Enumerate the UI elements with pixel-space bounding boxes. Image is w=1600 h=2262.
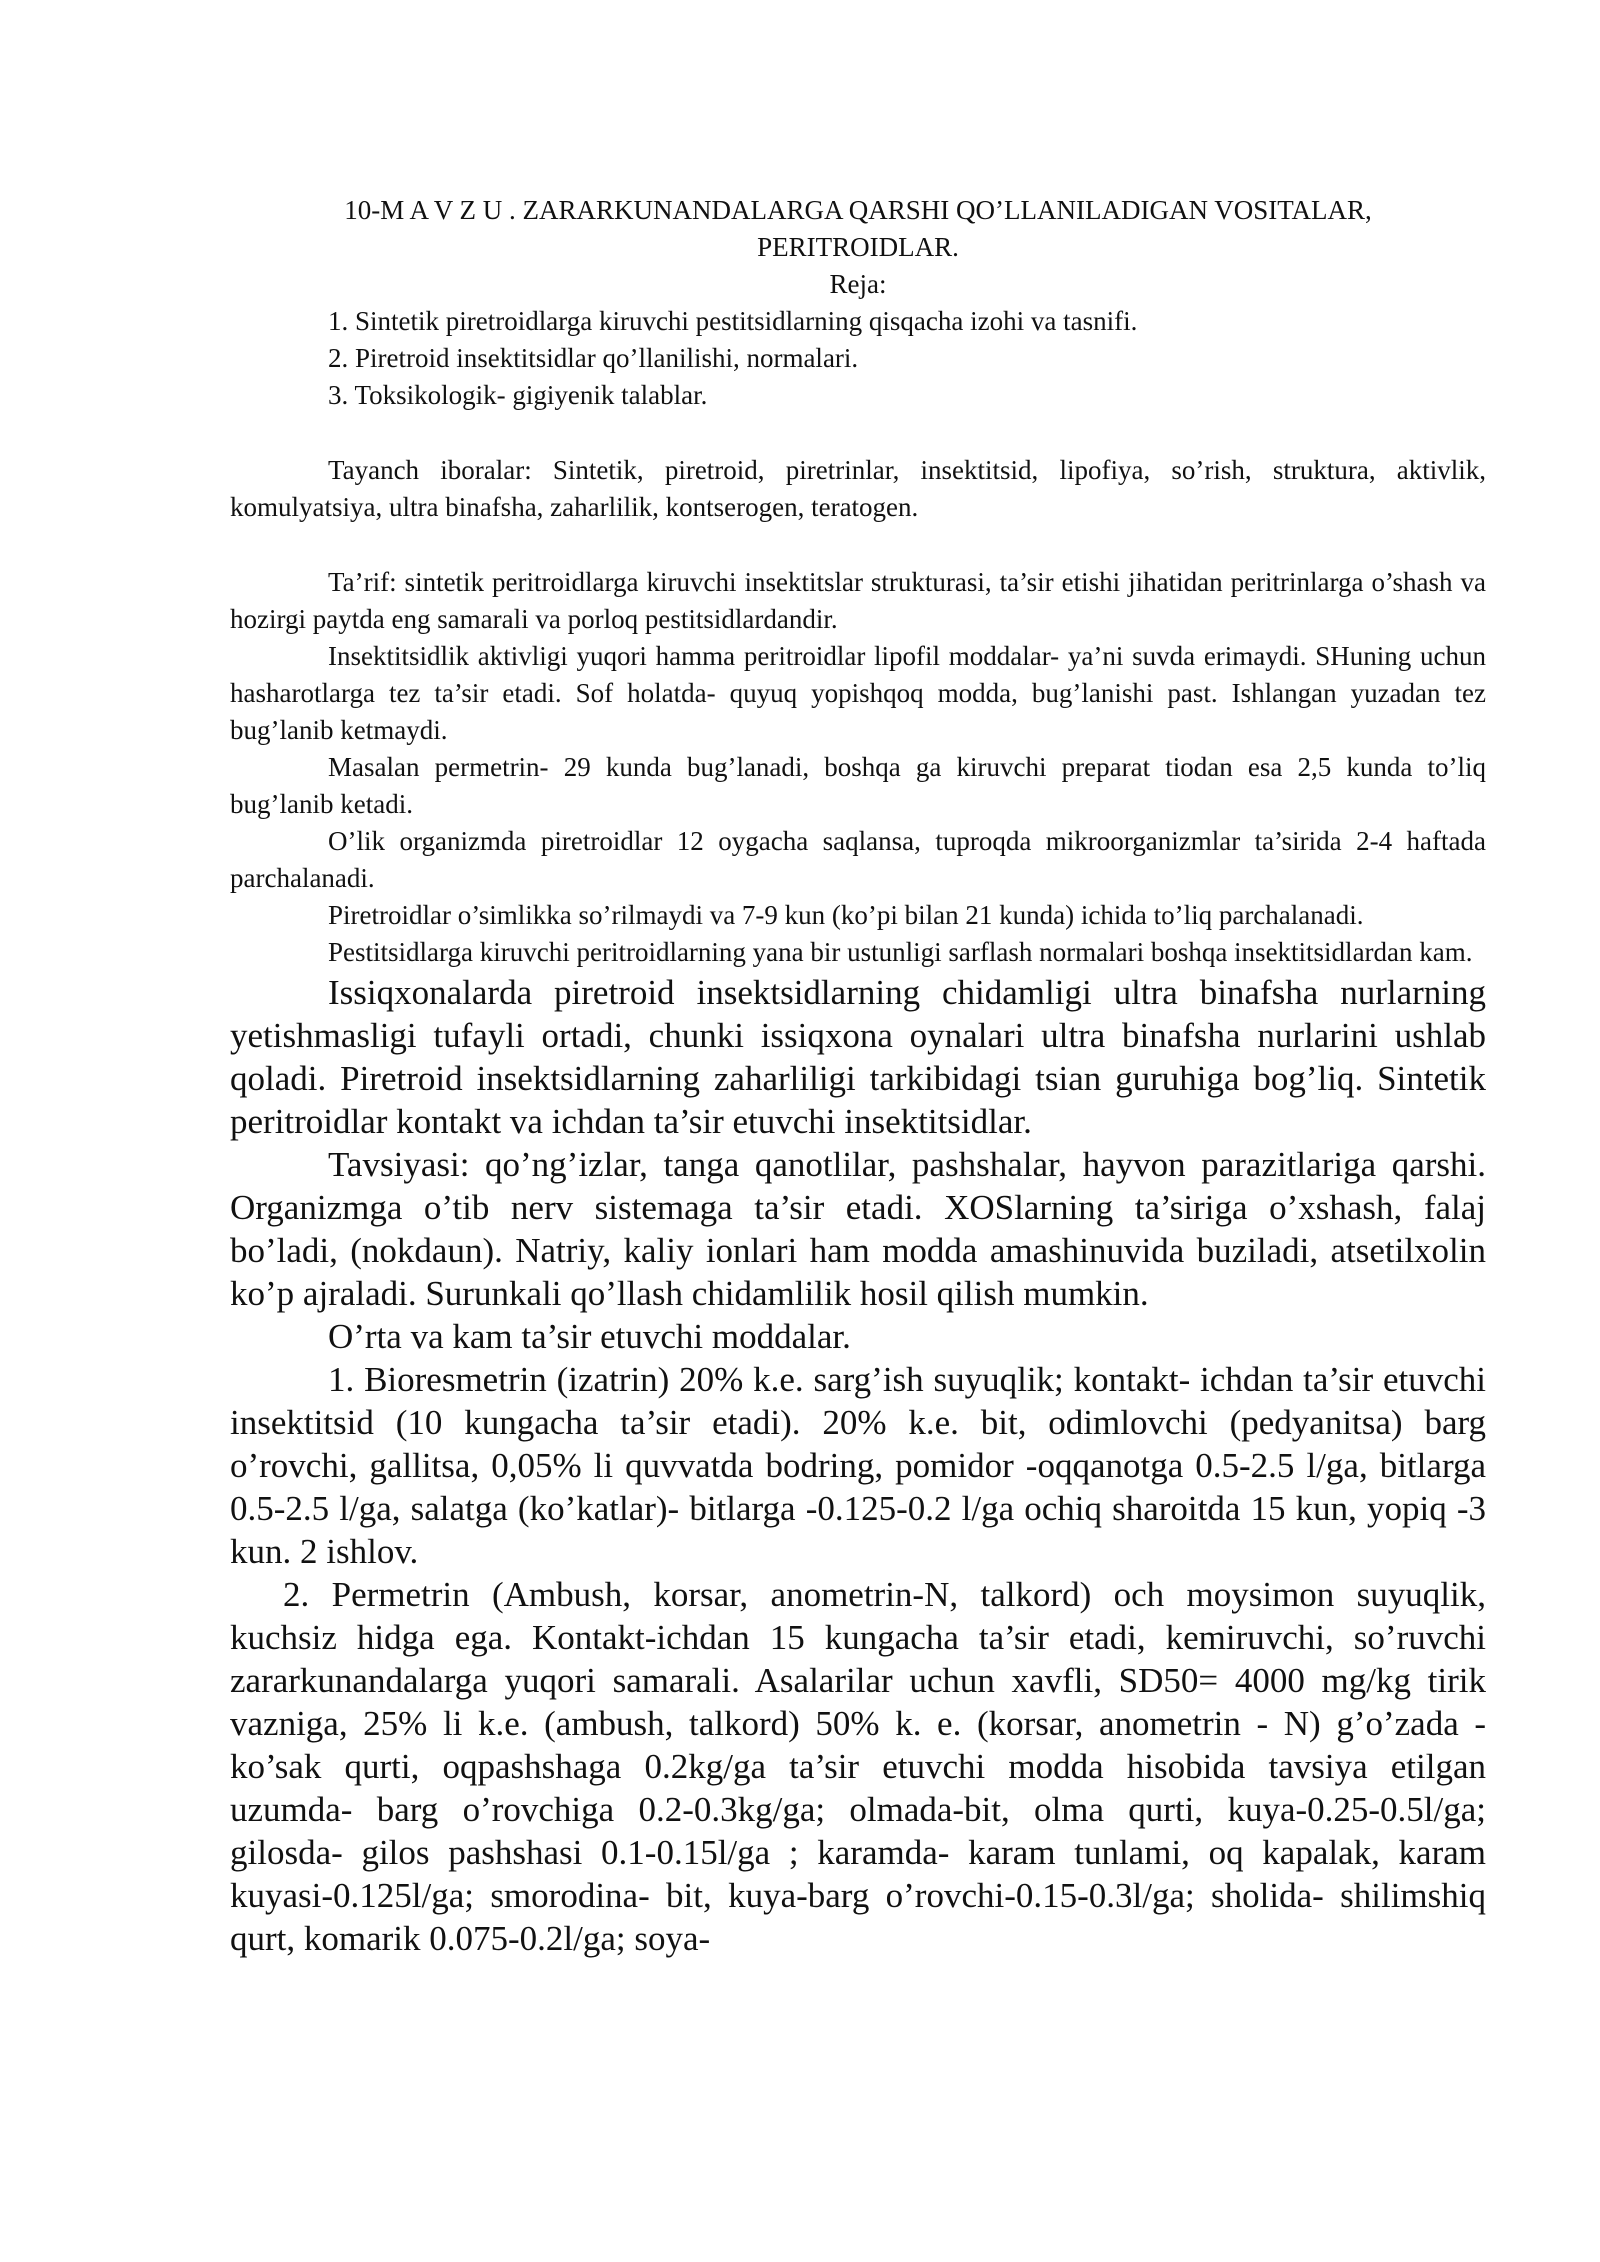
body-paragraph: Insektitsidlik aktivligi yuqori hamma peritroidlar lipofil moddalar- ya’ni suvda erimaydi. SHuning uchun hasharotlarga tez ta’sir etadi. Sof holatda- quyuq yopishqoq modda, bug’lanishi past. Ishlangan yuzadan tez bug’lanib ketmaydi. <box>230 641 1486 745</box>
substance-paragraph: 1. Bioresmetrin (izatrin) 20% k.e. sarg’ish suyuqlik; kontakt- ichdan ta’sir etuvchi insektitsid (10 kungacha ta’sir etadi). 20% k.e. bit, odimlovchi (pedyanitsa) barg o’rovchi, gallitsa, 0,05% li quvvatda bodring, pomidor -oqqanotga 0.5-2.5 l/ga, bitlarga 0.5-2.5 l/ga, salatga (ko’katlar)- bitlarga -0.125-0.2 l/ga ochiq sharoitda 15 kun, yopiq -3 kun. 2 ishlov. <box>230 1360 1486 1571</box>
topic-title-line1: 10-M A V Z U . ZARARKUNANDALARGA QARSHI QO’LLANILADIGAN VOSITALAR, <box>344 195 1372 225</box>
recommendation-paragraph: Tavsiyasi: qo’ng’izlar, tanga qanotlilar, pashshalar, hayvon parazitlariga qarshi. Organizmga o’tib nerv sistemaga ta’sir etadi. XOSlarning ta’siriga o’xshash, falaj bo’ladi, (nokdaun). Natriy, kaliy ionlari ham modda amashinuvida buziladi, atsetilxolin ko’p ajraladi. Surunkali qo’llash chidamlilik hosil qilish mumkin. <box>230 1145 1486 1313</box>
body-paragraph: Pestitsidlarga kiruvchi peritroidlarning yana bir ustunligi sarflash normalari boshqa insektitsidlardan kam. <box>328 937 1473 967</box>
body-paragraph: O’lik organizmda piretroidlar 12 oygacha saqlansa, tuproqda mikroorganizmlar ta’sirida 2-4 haftada parchalanadi. <box>230 826 1486 893</box>
document-page <box>230 192 1486 1960</box>
plan-item: 2. Piretroid insektitsidlar qo’llanilishi, normalari. <box>328 343 859 373</box>
body-paragraph-large: Issiqxonalarda piretroid insektsidlarning chidamligi ultra binafsha nurlarning yetishmasligi tufayli ortadi, chunki issiqxona oynalari ultra binafsha nurlarini ushlab qoladi. Piretroid insektsidlarning zaharliligi tarkibidagi tsian guruhiga bog’liq. Sintetik peritroidlar kontakt va ichdan ta’sir etuvchi insektitsidlar. <box>230 973 1486 1141</box>
plan-item: 1. Sintetik piretroidlarga kiruvchi pestitsidlarning qisqacha izohi va tasnifi. <box>328 306 1138 336</box>
topic-title <box>230 192 1486 266</box>
definition-paragraph: Ta’rif: sintetik peritroidlarga kiruvchi insektitslar strukturasi, ta’sir etishi jihatidan peritrinlarga o’shash va hozirgi paytda eng samarali va porloq pestitsidlardandir. <box>230 567 1486 634</box>
topic-title-line2: PERITROIDLAR. <box>757 232 959 262</box>
section-heading: O’rta va kam ta’sir etuvchi moddalar. <box>328 1317 851 1356</box>
plan-item: 3. Toksikologik- gigiyenik talablar. <box>328 380 708 410</box>
substance-paragraph: 2. Permetrin (Ambush, korsar, anometrin-N, talkord) och moysimon suyuqlik, kuchsiz hidga ega. Kontakt-ichdan 15 kungacha ta’sir etadi, kemiruvchi, so’ruvchi zararkunandalarga yuqori samarali. Asalarilar uchun xavfli, SD50= 4000 mg/kg tirik vazniga, 25% li k.e. (ambush, talkord) 50% k. e. (korsar, anometrin - N) g’o’zada - ko’sak qurti, oqpashshaga 0.2kg/ga ta’sir etuvchi modda hisobida tavsiya etilgan uzumda- barg o’rovchiga 0.2-0.3kg/ga; olmada-bit, olma qurti, kuya-0.25-0.5l/ga; gilosda- gilos pashshasi 0.1-0.15l/ga ; karamda- karam tunlami, oq kapalak, karam kuyasi-0.125l/ga; smorodina- bit, kuya-barg o’rovchi-0.15-0.3l/ga; sholida- shilimshiq qurt, komarik 0.075-0.2l/ga; soya- <box>230 1575 1486 1958</box>
key-terms-paragraph: Tayanch iboralar: Sintetik, piretroid, piretrinlar, insektitsid, lipofiya, so’rish, struktura, aktivlik, komulyatsiya, ultra binafsha, zaharlilik, kontserogen, teratogen. <box>230 455 1486 522</box>
plan-label: Reja: <box>829 269 887 299</box>
plan-list <box>230 303 1486 414</box>
body-paragraph: Piretroidlar o’simlikka so’rilmaydi va 7-9 kun (ko’pi bilan 21 kunda) ichida to’liq parchalanadi. <box>328 900 1364 930</box>
body-paragraph: Masalan permetrin- 29 kunda bug’lanadi, boshqa ga kiruvchi preparat tiodan esa 2,5 kunda to’liq bug’lanib ketadi. <box>230 752 1486 819</box>
